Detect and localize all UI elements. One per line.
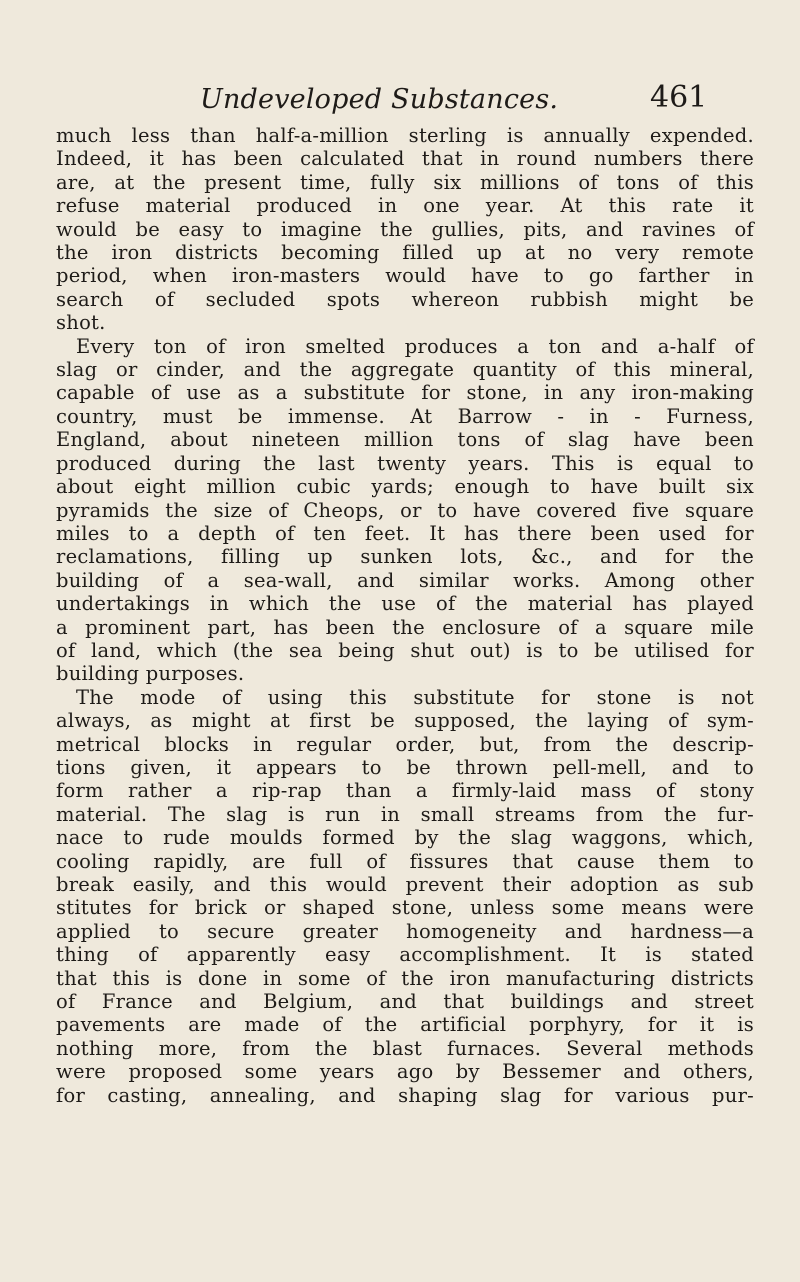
text-line: would be easy to imagine the gullies, pits, and ravines of [56,217,754,241]
text-line: capable of use as a substitute for stone, in any iron-making [56,381,754,405]
text-line: about eight million cubic yards; enough to have built six [56,475,754,499]
text-line: search of secluded spots whereon rubbish might be [56,287,754,311]
text-line: pyramids the size of Cheops, or to have covered five square [56,498,754,522]
text-line: of France and Belgium, and that buildings and street [56,990,754,1014]
text-line: The mode of using this substitute for stone is not [76,685,754,709]
text-line: for casting, annealing, and shaping slag for various pur- [56,1083,754,1107]
text-line: form rather a rip-rap than a firmly-laid mass of stony [56,779,754,803]
text-line: applied to secure greater homogeneity and hardness—a [56,919,754,943]
text-line: Indeed, it has been calculated that in round numbers there [56,147,754,171]
text-line: a prominent part, has been the enclosure of a square mile [56,615,754,639]
page-number: 461 [650,80,708,115]
text-line: cooling rapidly, are full of fissures that cause them to [56,849,754,873]
text-line: produced during the last twenty years. This is equal to [56,451,754,475]
running-title: Undeveloped Substances. [200,84,559,115]
text-line: were proposed some years ago by Bessemer and others, [56,1060,754,1084]
text-line: tions given, it appears to be thrown pell-mell, and to [56,755,754,779]
text-line: Every ton of iron smelted produces a ton and a-half of [76,334,754,358]
text-line: building purposes. [56,662,245,686]
text-line: the iron districts becoming filled up at no very remote [56,241,754,265]
text-line: stitutes for brick or shaped stone, unless some means were [56,896,754,920]
text-line: nothing more, from the blast furnaces. Several methods [56,1036,754,1060]
text-line: metrical blocks in regular order, but, from the descrip- [56,732,754,756]
body-text [56,124,754,1107]
text-line: material. The slag is run in small streams from the fur- [56,802,754,826]
text-line: reclamations, filling up sunken lots, &c., and for the [56,545,754,569]
text-line: period, when iron-masters would have to go farther in [56,264,754,288]
text-line: refuse material produced in one year. At this rate it [56,194,754,218]
text-line: are, at the present time, fully six millions of tons of this [56,170,754,194]
text-line: country, must be immense. At Barrow - in - Furness, [56,404,754,428]
text-line: building of a sea-wall, and similar works. Among other [56,568,754,592]
text-line: shot. [56,311,106,335]
text-line: thing of apparently easy accomplishment. It is stated [56,943,754,967]
text-line: nace to rude moulds formed by the slag waggons, which, [56,826,754,850]
text-line: undertakings in which the use of the material has played [56,592,754,616]
text-line: England, about nineteen million tons of slag have been [56,428,754,452]
text-line: that this is done in some of the iron manufacturing districts [56,966,754,990]
text-line: miles to a depth of ten feet. It has there been used for [56,521,754,545]
text-line: pavements are made of the artificial porphyry, for it is [56,1013,754,1037]
text-line: of land, which (the sea being shut out) is to be utilised for [56,638,754,662]
text-line: slag or cinder, and the aggregate quantity of this mineral, [56,358,754,382]
text-line: break easily, and this would prevent their adoption as sub [56,873,754,896]
text-line: much less than half-a-million sterling is annually expended. [56,124,754,147]
text-line: always, as might at first be supposed, the laying of sym- [56,709,754,733]
